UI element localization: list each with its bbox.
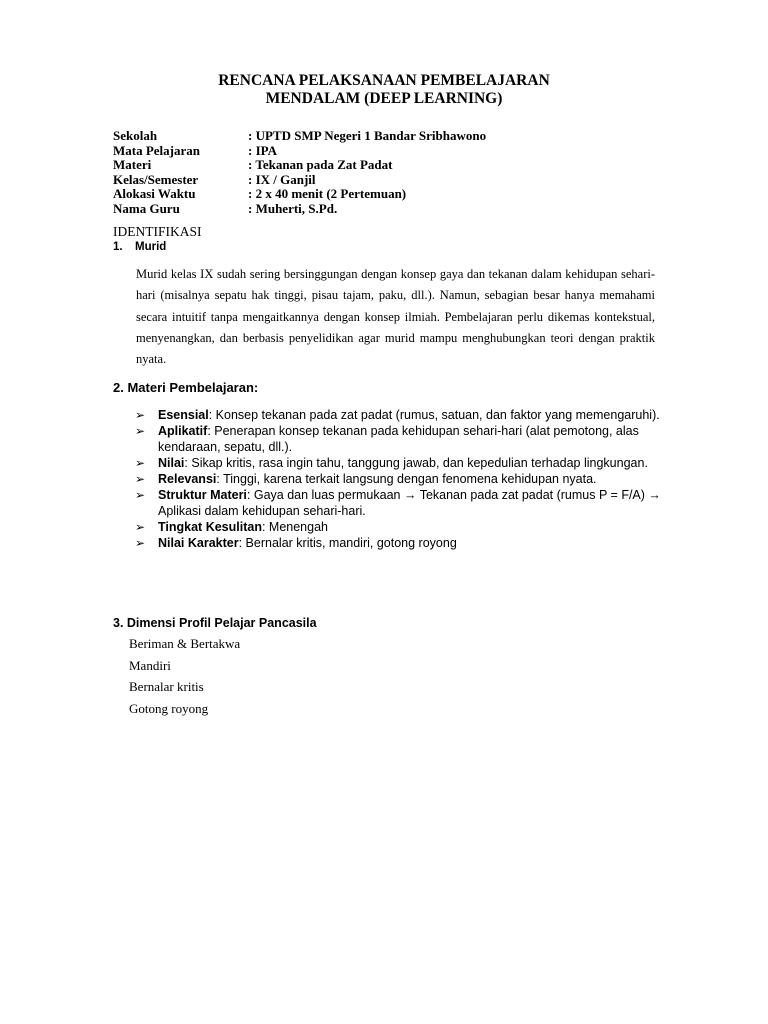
materi-text: : Sikap kritis, rasa ingin tahu, tanggung jawab, dan kepedulian terhadap lingkungan. — [184, 456, 648, 470]
materi-item — [135, 423, 665, 455]
identity-label: Alokasi Waktu — [113, 186, 196, 201]
arrow-bullet-icon: ➢ — [135, 536, 146, 550]
identity-label: Kelas/Semester — [113, 171, 199, 187]
materi-term: Nilai Karakter — [158, 536, 239, 550]
materi-term: Esensial — [158, 408, 209, 422]
murid-number: 1. — [113, 241, 123, 253]
title-line-2: MENDALAM (DEEP LEARNING) — [265, 90, 503, 107]
materi-text: : Menengah — [261, 520, 328, 534]
identity-row — [113, 202, 486, 217]
arrow-bullet-icon: ➢ — [135, 408, 146, 422]
materi-text: : Konsep tekanan pada zat padat (rumus, satuan, dan faktor yang memengaruhi). — [208, 408, 660, 422]
materi-item — [135, 519, 665, 535]
dimensi-list — [129, 633, 240, 719]
dimensi-item: Bernalar kritis — [129, 679, 204, 694]
identity-row — [113, 173, 486, 188]
identity-table — [113, 129, 486, 216]
materi-item — [135, 487, 665, 519]
dimensi-item: Beriman & Bertakwa — [129, 636, 241, 651]
materi-item — [135, 471, 665, 487]
identity-value: : Muherti, S.Pd. — [248, 200, 338, 216]
materi-term: Struktur Materi — [158, 488, 247, 502]
identity-label: Nama Guru — [113, 200, 180, 216]
materi-term: Nilai — [158, 456, 185, 470]
identity-label: Materi — [113, 157, 152, 172]
identity-row — [113, 158, 486, 173]
materi-text: : Gaya dan luas permukaan → Tekanan pada zat padat (rumus P = F/A) → Aplikasi dalam kehidupan sehari-hari. — [158, 488, 661, 518]
identity-row — [113, 187, 486, 202]
identity-value: : 2 x 40 menit (2 Pertemuan) — [248, 186, 407, 201]
murid-subheading — [113, 241, 166, 253]
murid-label: Murid — [135, 241, 167, 253]
arrow-bullet-icon: ➢ — [135, 472, 146, 486]
identity-value: : UPTD SMP Negeri 1 Bandar Sribhawono — [248, 128, 487, 143]
identity-value: : Tekanan pada Zat Padat — [248, 157, 393, 172]
arrow-bullet-icon: ➢ — [135, 488, 146, 502]
title-line-1: RENCANA PELAKSANAAN PEMBELAJARAN — [218, 72, 550, 89]
identity-row — [113, 129, 486, 144]
materi-term: Tingkat Kesulitan — [158, 520, 262, 534]
identity-value: : IX / Ganjil — [248, 171, 316, 187]
materi-term: Relevansi — [158, 472, 217, 486]
murid-paragraph: Murid kelas IX sudah sering bersinggungan dengan konsep gaya dan tekanan dalam kehidupan sehari-hari (misalnya sepatu hak tinggi, pisau tajam, paku, dll.). Namun, sebagian besar hanya memahami secara intuitif tanpa mengaitkannya dengan konsep ilmiah. Pembelajaran perlu dikemas kontekstual, menyenangkan, dan berbasis penyelidikan agar murid mampu menghubungkan teori dengan praktik nyata. — [136, 267, 655, 367]
identity-row — [113, 144, 486, 159]
document-title — [0, 72, 768, 108]
dimensi-item: Gotong royong — [129, 700, 209, 716]
materi-text: : Penerapan konsep tekanan pada kehidupan sehari-hari (alat pemotong, alas kendaraan, sepatu, dll.). — [158, 424, 639, 454]
identity-label: Mata Pelajaran — [113, 142, 201, 158]
arrow-bullet-icon: ➢ — [135, 520, 146, 534]
identity-label: Sekolah — [113, 128, 158, 143]
identifikasi-heading: IDENTIFIKASI — [113, 224, 202, 239]
materi-heading: 2. Materi Pembelajaran: — [113, 380, 259, 395]
materi-item — [135, 535, 665, 551]
arrow-bullet-icon: ➢ — [135, 456, 146, 470]
materi-item — [135, 407, 665, 423]
materi-text: : Tinggi, karena terkait langsung dengan fenomena kehidupan nyata. — [216, 472, 597, 486]
materi-term: Aplikatif — [158, 424, 208, 438]
dimensi-heading: 3. Dimensi Profil Pelajar Pancasila — [113, 616, 317, 630]
materi-text: : Bernalar kritis, mandiri, gotong royong — [238, 536, 457, 550]
dimensi-item: Mandiri — [129, 657, 171, 673]
arrow-bullet-icon: ➢ — [135, 424, 146, 438]
materi-list — [135, 407, 665, 551]
identity-value: : IPA — [248, 142, 278, 158]
materi-item — [135, 455, 665, 471]
